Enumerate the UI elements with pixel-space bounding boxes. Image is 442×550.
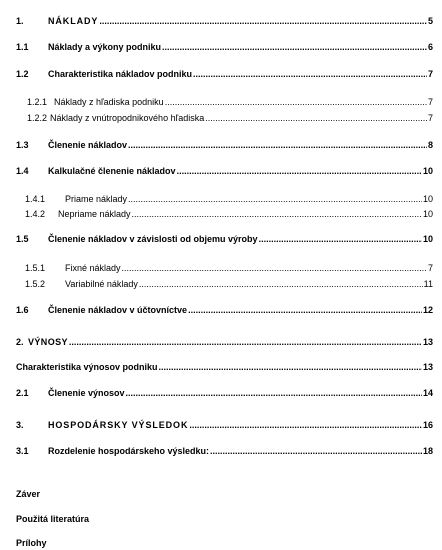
- toc-entry[interactable]: [16, 337, 433, 347]
- toc-leader-dots: [159, 362, 422, 372]
- toc-entry-title: Náklady z vnútropodnikového hľadiska: [50, 113, 205, 123]
- toc-leader-dots: [128, 140, 427, 150]
- toc-entry-page: 10: [422, 166, 433, 176]
- toc-entry-number: 1.5.1: [25, 263, 46, 273]
- toc-entry-page: 14: [422, 388, 433, 398]
- toc-entry[interactable]: [16, 234, 433, 244]
- toc-entry-title: Členenie nákladov v závislosti od objemu výroby: [48, 234, 258, 244]
- toc-entry-page: 8: [427, 140, 433, 150]
- toc-entry-page: 5: [427, 16, 433, 26]
- toc-leader-dots: [128, 194, 422, 204]
- toc-entry-number: 1.4.2: [25, 209, 46, 219]
- toc-entry-title: Členenie výnosov: [48, 388, 125, 398]
- toc-entry-number: 1.2.2: [27, 113, 48, 123]
- toc-entry-number: 1.2: [16, 69, 29, 79]
- toc-entry-title: Náklady a výkony podniku: [48, 42, 162, 52]
- toc-entry[interactable]: [25, 209, 433, 219]
- toc-entry-number: 1.6: [16, 305, 29, 315]
- toc-entry[interactable]: [16, 388, 433, 398]
- toc-entry-page: 7: [427, 97, 433, 107]
- toc-leader-dots: [165, 97, 427, 107]
- toc-leader-dots: [189, 420, 422, 430]
- toc-entry-page: 10: [422, 209, 433, 219]
- toc-entry-number: 1.5.2: [25, 279, 46, 289]
- toc-leader-dots: [177, 166, 422, 176]
- toc-leader-dots: [162, 42, 427, 52]
- toc-entry[interactable]: [25, 279, 433, 289]
- toc-entry-number: 2.: [16, 337, 24, 347]
- toc-leader-dots: [99, 16, 427, 26]
- toc-entry-title: Priame náklady: [65, 194, 128, 204]
- toc-entry-number: 2.1: [16, 388, 29, 398]
- toc-entry[interactable]: [16, 446, 433, 456]
- toc-entry-page: 7: [427, 113, 433, 123]
- toc-leader-dots: [139, 279, 423, 289]
- toc-entry[interactable]: [16, 166, 433, 176]
- toc-entry-title: NÁKLADY: [48, 16, 99, 26]
- toc-entry[interactable]: [27, 113, 433, 123]
- toc-entry-title: Členenie nákladov v účtovníctve: [48, 305, 188, 315]
- toc-entry-title: Rozdelenie hospodárskeho výsledku:: [48, 446, 210, 456]
- toc-leader-dots: [69, 337, 422, 347]
- toc-entry-number: 1.4.1: [25, 194, 46, 204]
- toc-entry-number: 1.5: [16, 234, 29, 244]
- toc-entry-title: VÝNOSY: [28, 337, 68, 347]
- toc-entry-title: Variabilné náklady: [65, 279, 138, 289]
- toc-entry-number: 1.2.1: [27, 97, 48, 107]
- toc-entry-number: 1.3: [16, 140, 29, 150]
- toc-entry[interactable]: [16, 42, 433, 52]
- toc-entry-title: HOSPODÁRSKY VÝSLEDOK: [48, 420, 189, 430]
- toc-leader-dots: [193, 69, 427, 79]
- toc-entry[interactable]: [16, 362, 433, 372]
- toc-tail-entry-literature[interactable]: Použitá literatúra: [16, 514, 90, 524]
- toc-entry-page: 6: [427, 42, 433, 52]
- toc-entry[interactable]: [25, 194, 433, 204]
- toc-entry[interactable]: [16, 140, 433, 150]
- toc-entry-page: 12: [422, 305, 433, 315]
- toc-entry[interactable]: [27, 97, 433, 107]
- toc-entry-page: 7: [427, 263, 433, 273]
- toc-leader-dots: [210, 446, 422, 456]
- toc-entry-number: 3.: [16, 420, 24, 430]
- toc-entry-number: 3.1: [16, 446, 29, 456]
- toc-entry-number: 1.: [16, 16, 24, 26]
- toc-tail-entry-conclusion[interactable]: Záver: [16, 489, 41, 499]
- toc-entry[interactable]: [16, 16, 433, 26]
- toc-entry-page: 13: [422, 362, 433, 372]
- toc-entry-page: 16: [422, 420, 433, 430]
- toc-leader-dots: [122, 263, 427, 273]
- toc-entry-page: 18: [422, 446, 433, 456]
- toc-entry-number: 1.1: [16, 42, 29, 52]
- toc-entry-title: Členenie nákladov: [48, 140, 128, 150]
- toc-leader-dots: [188, 305, 422, 315]
- toc-leader-dots: [205, 113, 427, 123]
- toc-leader-dots: [132, 209, 422, 219]
- toc-entry[interactable]: [16, 69, 433, 79]
- toc-leader-dots: [126, 388, 422, 398]
- toc-entry[interactable]: [25, 263, 433, 273]
- toc-entry-page: 10: [422, 194, 433, 204]
- toc-entry-title: Fixné náklady: [65, 263, 121, 273]
- toc-entry-page: 13: [422, 337, 433, 347]
- toc-entry-title: Charakteristika nákladov podniku: [48, 69, 193, 79]
- toc-entry-title: Kalkulačné členenie nákladov: [48, 166, 176, 176]
- toc-entry-title: Nepriame náklady: [58, 209, 131, 219]
- toc-entry-page: 7: [427, 69, 433, 79]
- toc-entry-page: 10: [422, 234, 433, 244]
- toc-leader-dots: [259, 234, 422, 244]
- toc-entry-number: 1.4: [16, 166, 29, 176]
- toc-entry-title: Náklady z hľadiska podniku: [54, 97, 164, 107]
- toc-entry[interactable]: [16, 420, 433, 430]
- toc-entry-title: Charakteristika výnosov podniku: [16, 362, 158, 372]
- toc-tail-entry-appendices[interactable]: Prílohy: [16, 538, 47, 548]
- toc-entry-page: 11: [423, 279, 433, 289]
- toc-entry[interactable]: [16, 305, 433, 315]
